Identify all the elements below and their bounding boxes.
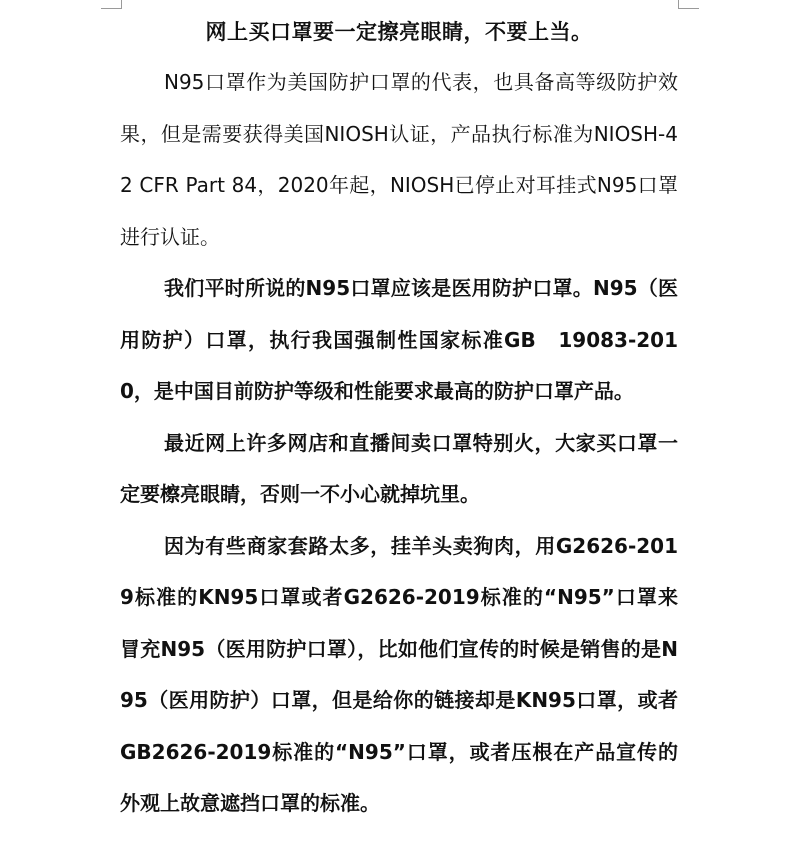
paragraph-merchant-tricks: 因为有些商家套路太多，挂羊头卖狗肉，用G2626-2019标准的KN95口罩或者G2626-2019标准的“N95”口罩来冒充N95（医用防护口罩），比如他们宣传的时候是销售的是N95（医用防护）口罩，但是给你的链接却是KN95口罩，或者GB2626-2019标准的“N95”口罩，或者压根在产品宣传的外观上故意遮挡口罩的标准。 [120,533,678,815]
page-corner-mark-right [678,0,699,9]
paragraph-n95-intro: N95口罩作为美国防护口罩的代表，也具备高等级防护效果，但是需要获得美国NIOSH认证，产品执行标准为NIOSH-42 CFR Part 84，2020年起，NIOSH已停止对耳挂式N95口罩进行认证。 [120,70,678,249]
paragraph-online-shops: 最近网上许多网店和直播间卖口罩特别火，大家买口罩一定要檫亮眼睛，否则一不小心就掉坑里。 [120,430,678,506]
page-corner-mark-left [101,0,122,9]
document-body [120,14,678,830]
document-title: 网上买口罩要一定擦亮眼睛，不要上当。 [205,20,593,44]
paragraph-medical-n95: 我们平时所说的N95口罩应该是医用防护口罩。N95（医用防护）口罩，执行我国强制性国家标准GB 19083-2010，是中国目前防护等级和性能要求最高的防护口罩产品。 [120,276,678,403]
